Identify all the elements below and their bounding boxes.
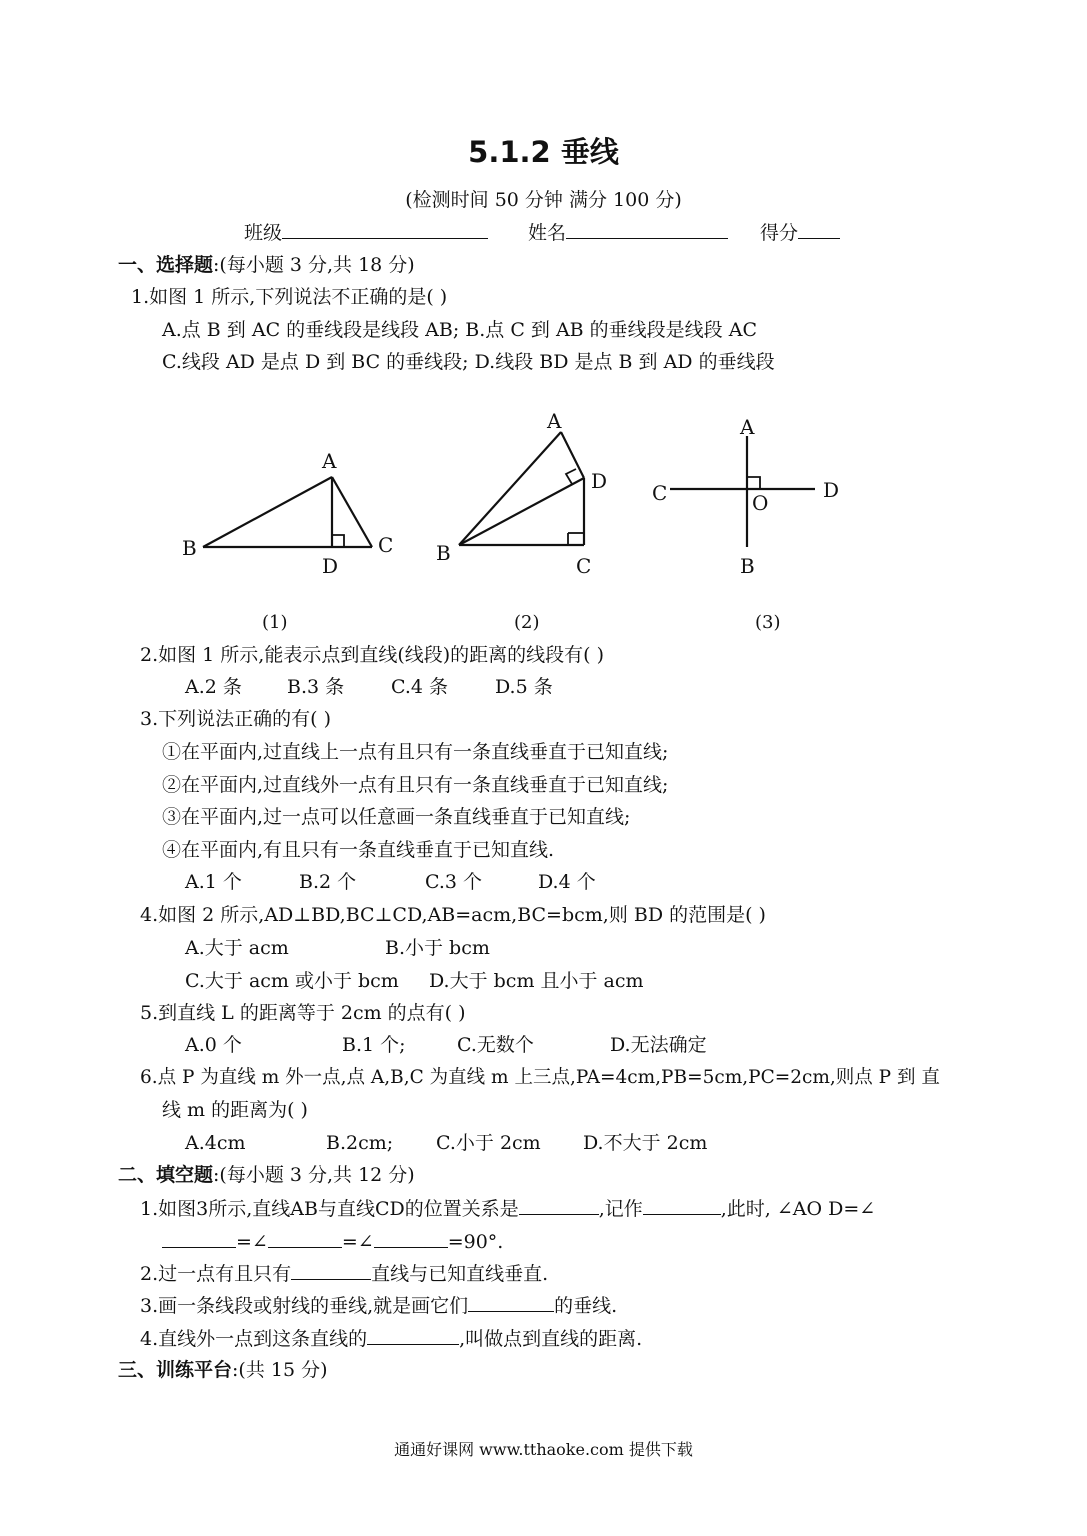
- fill-q3: [140, 1293, 617, 1318]
- fig3-caption: (3): [755, 612, 781, 633]
- fill-q1-text-c: ,此时, ∠AO D=∠: [720, 1198, 876, 1220]
- q5-option-a: A.0 个: [185, 1034, 242, 1056]
- q3-item-3: ③在平面内,过一点可以任意画一条直线垂直于已知直线;: [162, 806, 631, 828]
- fig2-label-a: A: [547, 409, 562, 433]
- fill-q1-line1: [140, 1196, 875, 1221]
- fill-q1-text-b: ,记作: [598, 1198, 643, 1220]
- fill-q4-blank: [367, 1326, 459, 1345]
- name-field: [528, 220, 728, 245]
- q3-option-b: B.2 个: [299, 871, 357, 893]
- fill-q2-blank: [291, 1261, 371, 1280]
- q5-option-d: D.无法确定: [610, 1034, 707, 1056]
- fill-q1-text-f: =90°.: [447, 1231, 504, 1253]
- fig1-label-a: A: [322, 449, 337, 473]
- q2-option-a: A.2 条: [185, 676, 242, 698]
- fig3-label-b: B: [740, 554, 755, 578]
- name-blank: [566, 220, 728, 239]
- q3-item-1: ①在平面内,过直线上一点有且只有一条直线垂直于已知直线;: [162, 741, 669, 763]
- class-label: 班级: [244, 222, 283, 244]
- fill-q1-text-d: =∠: [236, 1231, 268, 1253]
- fig2-label-b: B: [436, 541, 451, 565]
- q3-option-d: D.4 个: [538, 871, 596, 893]
- q2-option-c: C.4 条: [391, 676, 449, 698]
- fill-q1-blank-4: [268, 1229, 342, 1248]
- q2-option-b: B.3 条: [287, 676, 345, 698]
- q4-option-b: B.小于 bcm: [385, 937, 490, 959]
- fig1-caption: (1): [262, 612, 288, 633]
- q1-options-line1: A.点 B 到 AC 的垂线段是线段 AB; B.点 C 到 AB 的垂线段是线段 AC: [162, 319, 757, 341]
- fig3-label-c: C: [652, 481, 668, 505]
- fig2-label-c: C: [576, 554, 592, 578]
- q3-item-4: ④在平面内,有且只有一条直线垂直于已知直线.: [162, 839, 555, 861]
- q1-options-line2: C.线段 AD 是点 D 到 BC 的垂线段; D.线段 BD 是点 B 到 AD 的垂线段: [162, 351, 775, 373]
- fig3-label-a: A: [740, 415, 755, 439]
- section1-header: [118, 253, 415, 277]
- q6-stem-line1: 6.点 P 为直线 m 外一点,点 A,B,C 为直线 m 上三点,PA=4cm,PB=5cm,PC=2cm,则点 P 到 直: [140, 1067, 940, 1088]
- fig3-label-d: D: [823, 478, 840, 502]
- figure-2: [459, 432, 584, 545]
- fig1-label-c: C: [378, 533, 394, 557]
- section3-note: :(共 15 分): [232, 1359, 328, 1381]
- q6-option-a: A.4cm: [185, 1132, 246, 1154]
- q3-option-c: C.3 个: [425, 871, 483, 893]
- fill-q4-text-b: ,叫做点到直线的距离.: [459, 1328, 643, 1350]
- fill-q4-text-a: 4.直线外一点到这条直线的: [140, 1328, 368, 1350]
- fill-q3-blank: [468, 1293, 554, 1312]
- fill-q1-text-e: =∠: [341, 1231, 374, 1253]
- section3-header: [118, 1358, 328, 1382]
- score-label: 得分: [760, 222, 799, 244]
- page-title: 5.1.2 垂线: [468, 135, 619, 169]
- fill-q3-text-b: 的垂线.: [554, 1295, 618, 1317]
- q4-option-c: C.大于 acm 或小于 bcm: [185, 970, 399, 992]
- q5-stem: 5.到直线 L 的距离等于 2cm 的点有( ): [140, 1002, 466, 1024]
- fig3-label-o: O: [752, 491, 769, 515]
- section2-note: :(每小题 3 分,共 12 分): [213, 1164, 415, 1186]
- fill-q1-blank-2: [643, 1196, 721, 1215]
- class-field: [244, 220, 488, 245]
- fig2-label-d: D: [591, 469, 608, 493]
- fill-q1-blank-5: [374, 1229, 448, 1248]
- fig2-caption: (2): [514, 612, 540, 633]
- score-blank: [798, 220, 840, 239]
- fill-q2-text-b: 直线与已知直线垂直.: [371, 1263, 549, 1285]
- figure-1: [203, 477, 372, 547]
- footer: 通通好课网 www.tthaoke.com 提供下载: [394, 1440, 693, 1459]
- fill-q2-text-a: 2.过一点有且只有: [140, 1263, 292, 1285]
- q4-stem: 4.如图 2 所示,AD⊥BD,BC⊥CD,AB=acm,BC=bcm,则 BD 的范围是( ): [140, 904, 766, 926]
- fill-q1-blank-3: [162, 1229, 236, 1248]
- section1-note: :(每小题 3 分,共 18 分): [213, 254, 415, 276]
- q2-option-d: D.5 条: [495, 676, 553, 698]
- q4-option-a: A.大于 acm: [185, 937, 289, 959]
- q6-option-c: C.小于 2cm: [436, 1132, 541, 1154]
- q6-stem-line2: 线 m 的距离为( ): [162, 1099, 308, 1121]
- fill-q3-text-a: 3.画一条线段或射线的垂线,就是画它们: [140, 1295, 469, 1317]
- subtitle: (检测时间 50 分钟 满分 100 分): [405, 189, 682, 211]
- fill-q1-blank-1: [519, 1196, 599, 1215]
- q6-option-d: D.不大于 2cm: [583, 1132, 708, 1154]
- q3-stem: 3.下列说法正确的有( ): [140, 708, 331, 730]
- q5-option-c: C.无数个: [457, 1034, 534, 1056]
- q6-option-b: B.2cm;: [326, 1132, 394, 1154]
- figures: [0, 390, 1087, 650]
- section1-heading: 一、选择题: [118, 254, 214, 276]
- q3-option-a: A.1 个: [185, 871, 242, 893]
- section3-heading: 三、训练平台: [118, 1359, 233, 1381]
- fill-q1-text-a: 1.如图3所示,直线AB与直线CD的位置关系是: [140, 1198, 519, 1220]
- score-field: [760, 220, 840, 245]
- name-label: 姓名: [528, 222, 567, 244]
- q4-option-d: D.大于 bcm 且小于 acm: [429, 970, 644, 992]
- fill-q1-line2: [162, 1229, 503, 1254]
- class-blank: [282, 220, 488, 239]
- q3-item-2: ②在平面内,过直线外一点有且只有一条直线垂直于已知直线;: [162, 774, 669, 796]
- q1-stem: 1.如图 1 所示,下列说法不正确的是( ): [131, 286, 448, 308]
- q5-option-b: B.1 个;: [342, 1034, 406, 1056]
- fill-q4: [140, 1326, 642, 1351]
- fig1-label-d: D: [322, 554, 339, 578]
- fill-q2: [140, 1261, 548, 1286]
- fig1-label-b: B: [182, 536, 197, 560]
- q2-stem: 2.如图 1 所示,能表示点到直线(线段)的距离的线段有( ): [140, 644, 605, 666]
- figure-3: [670, 436, 815, 547]
- section2-heading: 二、填空题: [118, 1164, 214, 1186]
- section2-header: [118, 1163, 415, 1187]
